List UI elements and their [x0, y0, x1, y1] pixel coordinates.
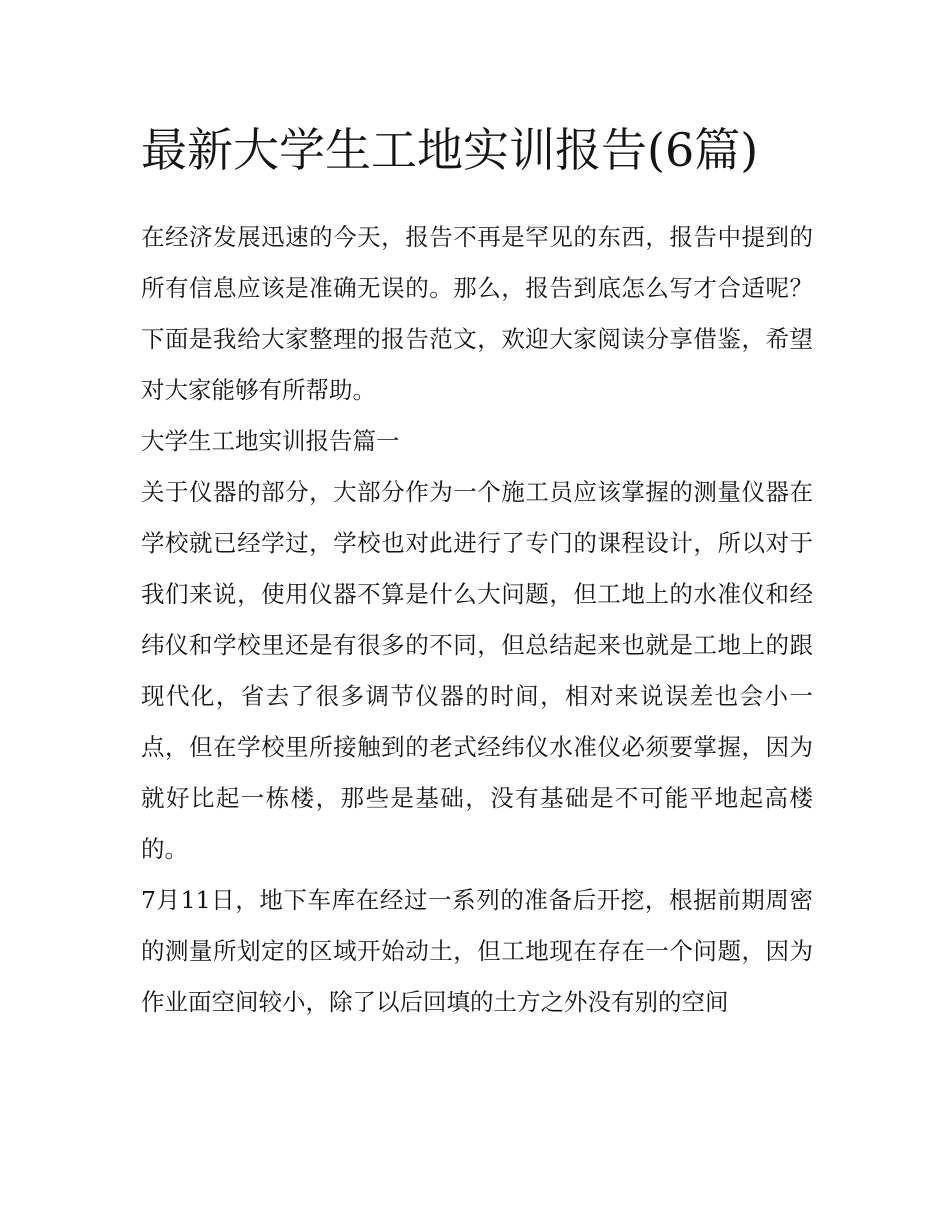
- document-page: [141, 112, 813, 1028]
- body-paragraph-1: 关于仪器的部分，大部分作为一个施工员应该掌握的测量仪器在学校就已经学过，学校也对此进行了专门的课程设计，所以对于我们来说，使用仪器不算是什么大问题，但工地上的水准仪和经纬仪和学校里还是有很多的不同，但总结起来也就是工地上的跟现代化，省去了很多调节仪器的时间，相对来说误差也会小一点，但在学校里所接触到的老式经纬仪水准仪必须要掌握，因为就好比起一栋楼，那些是基础，没有基础是不可能平地起高楼的。: [141, 478, 813, 863]
- body-paragraph-2: 7月11日，地下车库在经过一系列的准备后开挖，根据前期周密的测量所划定的区域开始动土，但工地现在存在一个问题，因为作业面空间较小，除了以后回填的土方之外没有别的空间: [141, 886, 813, 1016]
- section-heading: 大学生工地实训报告篇一: [141, 427, 400, 455]
- intro-paragraph: 在经济发展迅速的今天，报告不再是罕见的东西，报告中提到的所有信息应该是准确无误的。那么，报告到底怎么写才合适呢？下面是我给大家整理的报告范文，欢迎大家阅读分享借鉴，希望对大家能够有所帮助。: [141, 223, 813, 404]
- document-title: 最新大学生工地实训报告(6篇): [141, 123, 759, 177]
